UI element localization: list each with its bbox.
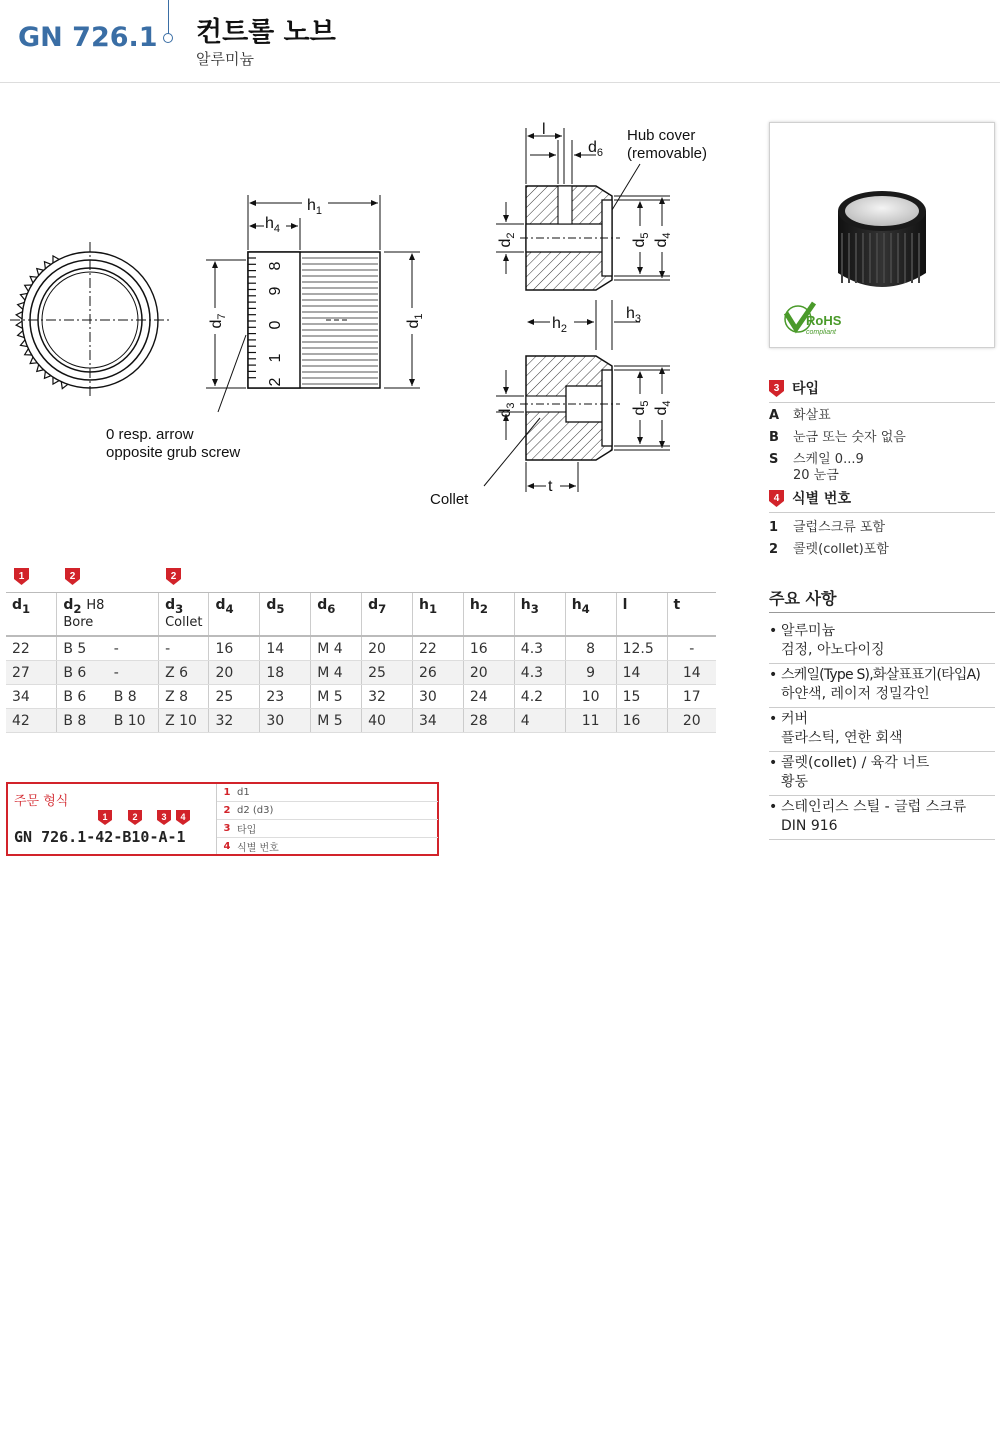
dim-d6: $d_6$: [588, 139, 604, 159]
dimensions-table: [6, 592, 716, 733]
table-cell: 16: [463, 636, 514, 661]
features-list: [769, 620, 995, 840]
svg-text:2: 2: [69, 571, 76, 582]
table-cell: 42: [6, 709, 57, 733]
table-cell: 8: [565, 636, 616, 661]
order-example-box: [6, 782, 439, 856]
id-section-header: [769, 488, 995, 513]
table-cell: Z 10: [159, 709, 209, 733]
table-cell: 34: [413, 709, 464, 733]
col-header-d6: $d_6$: [311, 593, 362, 637]
table-cell: -: [108, 661, 159, 685]
table-cell: 22: [6, 636, 57, 661]
svg-text:1: 1: [18, 571, 25, 582]
table-cell: B 6: [57, 661, 108, 685]
dim-h2: $h_2$: [552, 315, 568, 335]
svg-text:2: 2: [170, 571, 177, 582]
col-header-d3: $d_3$ Collet: [159, 593, 209, 637]
dim-d2: $d_2$: [497, 232, 517, 248]
col-header-d7: $d_7$: [362, 593, 413, 637]
scale-digit: 8: [267, 261, 284, 271]
table-cell: 12.5: [616, 636, 667, 661]
svg-text:4: 4: [773, 492, 780, 504]
table-cell: Z 8: [159, 685, 209, 709]
dim-d4-bottom: $d_4$: [653, 400, 673, 416]
badge-icon: [176, 810, 190, 825]
table-row: [6, 709, 716, 733]
table-cell: B 6: [57, 685, 108, 709]
svg-text:4: 4: [180, 812, 186, 822]
table-cell: 24: [463, 685, 514, 709]
table-cell: 20: [209, 661, 260, 685]
dim-d5-top: $d_5$: [631, 232, 651, 248]
table-cell: 22: [413, 636, 464, 661]
section-view-collet: [430, 356, 673, 508]
col-header-h2: $h_2$: [463, 593, 514, 637]
svg-text:1: 1: [102, 812, 108, 822]
scale-digit: 0: [267, 320, 284, 330]
order-example-title: 주문 형식: [14, 794, 69, 809]
dim-d7: $d_7$: [208, 313, 228, 329]
badge-icon: [98, 810, 112, 825]
badge-icon: [769, 380, 784, 397]
dim-h1: $h_1$: [307, 197, 323, 217]
table-cell: 20: [667, 709, 716, 733]
table-cell: 14: [616, 661, 667, 685]
table-cell: 17: [667, 685, 716, 709]
table-cell: B 8: [57, 709, 108, 733]
table-cell: 18: [260, 661, 311, 685]
table-cell: 10: [565, 685, 616, 709]
table-cell: 4: [514, 709, 565, 733]
features-divider: [769, 612, 995, 613]
page-title: 컨트롤 노브: [196, 17, 336, 48]
table-cell: 25: [362, 661, 413, 685]
table-cell: B 10: [108, 709, 159, 733]
col-header-h1: $h_1$: [413, 593, 464, 637]
header-connector-dot: [163, 33, 173, 43]
dim-h4: $h_4$: [265, 215, 281, 235]
feature-item: • 콜렛(collet) / 육각 너트 황동: [769, 752, 995, 796]
svg-text:3: 3: [161, 812, 167, 822]
table-badges: [0, 566, 720, 588]
table-header-row: [6, 593, 716, 637]
table-cell: 20: [463, 661, 514, 685]
type-item: B 눈금 또는 숫자 없음: [769, 430, 906, 445]
h2-h3-dimensions: [528, 300, 641, 350]
col-header-d4: $d_4$: [209, 593, 260, 637]
table-cell: M 4: [311, 636, 362, 661]
table-row: [6, 685, 716, 709]
table-cell: 28: [463, 709, 514, 733]
dim-d3: $d_3$: [497, 402, 517, 418]
col-header-d1: $d_1$: [6, 593, 57, 637]
table-cell: 30: [413, 685, 464, 709]
table-row: [6, 636, 716, 661]
badge-icon: [65, 568, 80, 585]
svg-text:3: 3: [773, 382, 780, 394]
product-code: GN 726.1: [18, 22, 158, 53]
table-cell: M 5: [311, 709, 362, 733]
order-legend-row: 3 타입: [217, 820, 438, 838]
table-cell: 4.2: [514, 685, 565, 709]
id-item: 2 콜렛(collet)포함: [769, 542, 889, 557]
dim-t: t: [548, 478, 553, 495]
order-legend: [216, 784, 438, 854]
order-legend-row: 2 d2 (d3): [217, 802, 438, 820]
scale-digit: 1: [267, 353, 284, 363]
badge-icon: [157, 810, 171, 825]
table-cell: 26: [413, 661, 464, 685]
page-subtitle: 알루미늄: [196, 50, 254, 68]
table-cell: 4.3: [514, 636, 565, 661]
order-code: GN 726.1-42-B10-A-1: [14, 828, 186, 846]
dim-d5-bottom: $d_5$: [631, 400, 651, 416]
hub-cover-label-2: (removable): [627, 145, 708, 162]
rohs-logo: [785, 303, 842, 336]
col-header-h3: $h_3$: [514, 593, 565, 637]
col-header-h4: $h_4$: [565, 593, 616, 637]
table-cell: 4.3: [514, 661, 565, 685]
col-header-d2: $d_2$ H8 Bore: [57, 593, 159, 637]
rohs-text: RoHS: [806, 313, 842, 328]
badge-icon: [769, 490, 784, 507]
header-divider: [0, 82, 1000, 83]
dim-d1: $d_1$: [405, 313, 425, 329]
knob-image: [770, 123, 994, 347]
table-cell: -: [108, 636, 159, 661]
collet-label: Collet: [430, 491, 469, 508]
table-cell: B 8: [108, 685, 159, 709]
col-header-l: l: [616, 593, 667, 637]
id-section: [769, 488, 995, 561]
hub-cover-label-1: Hub cover: [627, 127, 696, 144]
type-section-title: 타입: [792, 381, 820, 397]
col-header-t: t: [667, 593, 716, 637]
table-cell: -: [667, 636, 716, 661]
table-cell: 15: [616, 685, 667, 709]
table-cell: 20: [362, 636, 413, 661]
col-header-d5: $d_5$: [260, 593, 311, 637]
order-legend-row: 1 d1: [217, 784, 438, 802]
table-cell: M 5: [311, 685, 362, 709]
table-cell: B 5: [57, 636, 108, 661]
dim-d4-top: $d_4$: [653, 232, 673, 248]
svg-text:2: 2: [132, 812, 138, 822]
section-view-bore: [496, 121, 707, 290]
product-photo: [769, 122, 995, 348]
feature-item: • 스테인리스 스틸 - 글럽 스크류 DIN 916: [769, 796, 995, 840]
feature-item: • 알루미늄 검정, 아노다이징: [769, 620, 995, 664]
arrow-note-line1: 0 resp. arrow: [106, 426, 194, 443]
type-section: [769, 378, 995, 487]
table-cell: 32: [362, 685, 413, 709]
table-cell: 25: [209, 685, 260, 709]
table-cell: 27: [6, 661, 57, 685]
id-item: 1 글럽스크류 포함: [769, 520, 886, 535]
table-cell: 11: [565, 709, 616, 733]
table-cell: 14: [260, 636, 311, 661]
table-cell: 16: [616, 709, 667, 733]
scale-digit: 2: [267, 377, 284, 387]
order-badges: [8, 809, 218, 827]
table-cell: 14: [667, 661, 716, 685]
type-section-header: [769, 378, 995, 403]
technical-drawing: [0, 100, 730, 530]
table-cell: -: [159, 636, 209, 661]
id-section-title: 식별 번호: [792, 491, 851, 507]
badge-icon: [166, 568, 181, 585]
header-connector-line: [168, 0, 169, 34]
badge-icon: [128, 810, 142, 825]
front-view: [10, 242, 172, 398]
type-item: S 스케일 0...9 20 눈금: [769, 452, 864, 483]
arrow-note-line2: opposite grub screw: [106, 444, 241, 461]
table-cell: Z 6: [159, 661, 209, 685]
type-item: A 화살표: [769, 408, 831, 423]
table-cell: M 4: [311, 661, 362, 685]
table-row: [6, 661, 716, 685]
table-cell: 16: [209, 636, 260, 661]
order-legend-row: 4 식별 번호: [223, 841, 279, 854]
dim-l: l: [542, 121, 546, 138]
table-cell: 23: [260, 685, 311, 709]
features-title: 주요 사항: [769, 589, 837, 608]
table-cell: 32: [209, 709, 260, 733]
badge-icon: [14, 568, 29, 585]
dim-h3: $h_3$: [626, 305, 642, 325]
table-cell: 40: [362, 709, 413, 733]
table-cell: 9: [565, 661, 616, 685]
feature-item: • 스케일(Type S),화살표표기(타입A) 하얀색, 레이저 정밀각인: [769, 664, 995, 708]
feature-item: • 커버 플라스틱, 연한 회색: [769, 708, 995, 752]
rohs-subtext: compliant: [806, 329, 836, 336]
table-cell: 34: [6, 685, 57, 709]
table-cell: 30: [260, 709, 311, 733]
scale-digit: 9: [267, 286, 284, 296]
